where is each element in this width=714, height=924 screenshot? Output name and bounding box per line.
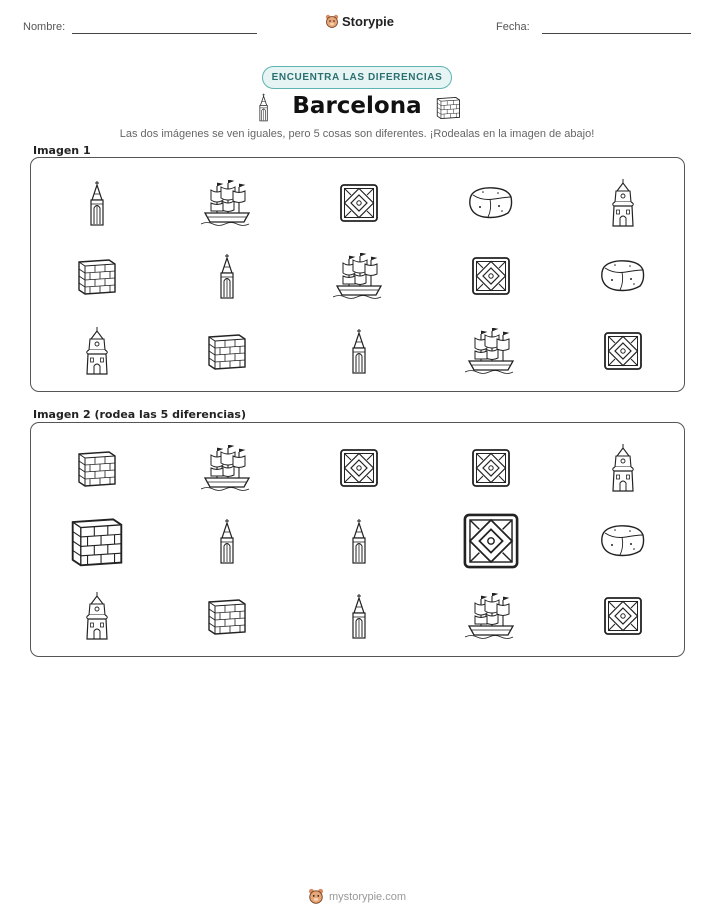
tile-icon	[340, 184, 378, 222]
image1-panel	[30, 157, 685, 392]
ship-icon	[465, 328, 517, 374]
name-field[interactable]	[72, 33, 257, 34]
spire-icon	[218, 253, 236, 299]
title-spire-icon	[258, 93, 269, 127]
image1-label: Imagen 1	[33, 144, 91, 157]
spire-icon[interactable]	[350, 518, 368, 564]
tile-icon[interactable]	[463, 513, 518, 568]
spire-icon	[88, 180, 106, 226]
tower-icon[interactable]	[610, 443, 636, 493]
spire-icon	[350, 328, 368, 374]
brand-logo	[325, 14, 394, 29]
ship-icon[interactable]	[465, 593, 517, 639]
tile-icon	[604, 332, 642, 370]
activity-badge: ENCUENTRA LAS DIFERENCIAS	[262, 66, 452, 89]
tile-icon[interactable]	[604, 597, 642, 635]
stone-icon	[600, 258, 646, 294]
wall-icon[interactable]	[207, 596, 247, 636]
stone-icon[interactable]	[600, 523, 646, 559]
spire-icon[interactable]	[218, 518, 236, 564]
date-field[interactable]	[542, 33, 691, 34]
date-label: Fecha:	[496, 21, 530, 33]
wall-icon[interactable]	[77, 448, 117, 488]
tile-icon	[472, 257, 510, 295]
ship-icon	[201, 180, 253, 226]
tower-icon	[84, 326, 110, 376]
brand-name: Storypie	[342, 14, 395, 29]
ship-icon[interactable]	[201, 445, 253, 491]
page-title: Barcelona	[292, 93, 422, 119]
bear-icon	[325, 14, 339, 29]
tower-icon[interactable]	[84, 591, 110, 641]
tower-icon	[610, 178, 636, 228]
footer-site[interactable]: mystorypie.com	[328, 890, 407, 903]
footer	[0, 888, 714, 905]
bear-icon	[308, 888, 324, 905]
spire-icon[interactable]	[350, 593, 368, 639]
title-wall-icon	[436, 95, 461, 125]
image2-panel[interactable]	[30, 422, 685, 657]
ship-icon	[333, 253, 385, 299]
wall-icon	[207, 331, 247, 371]
name-label: Nombre:	[23, 21, 66, 33]
tile-icon[interactable]	[472, 449, 510, 487]
image2-label: Imagen 2 (rodea las 5 diferencias)	[33, 408, 247, 421]
wall-icon[interactable]	[70, 514, 124, 568]
stone-icon	[468, 185, 514, 221]
tile-icon[interactable]	[340, 449, 378, 487]
instructions: Las dos imágenes se ven iguales, pero 5 cosas son diferentes. ¡Rodealas en la imagen de abajo!	[119, 128, 595, 140]
wall-icon	[77, 256, 117, 296]
